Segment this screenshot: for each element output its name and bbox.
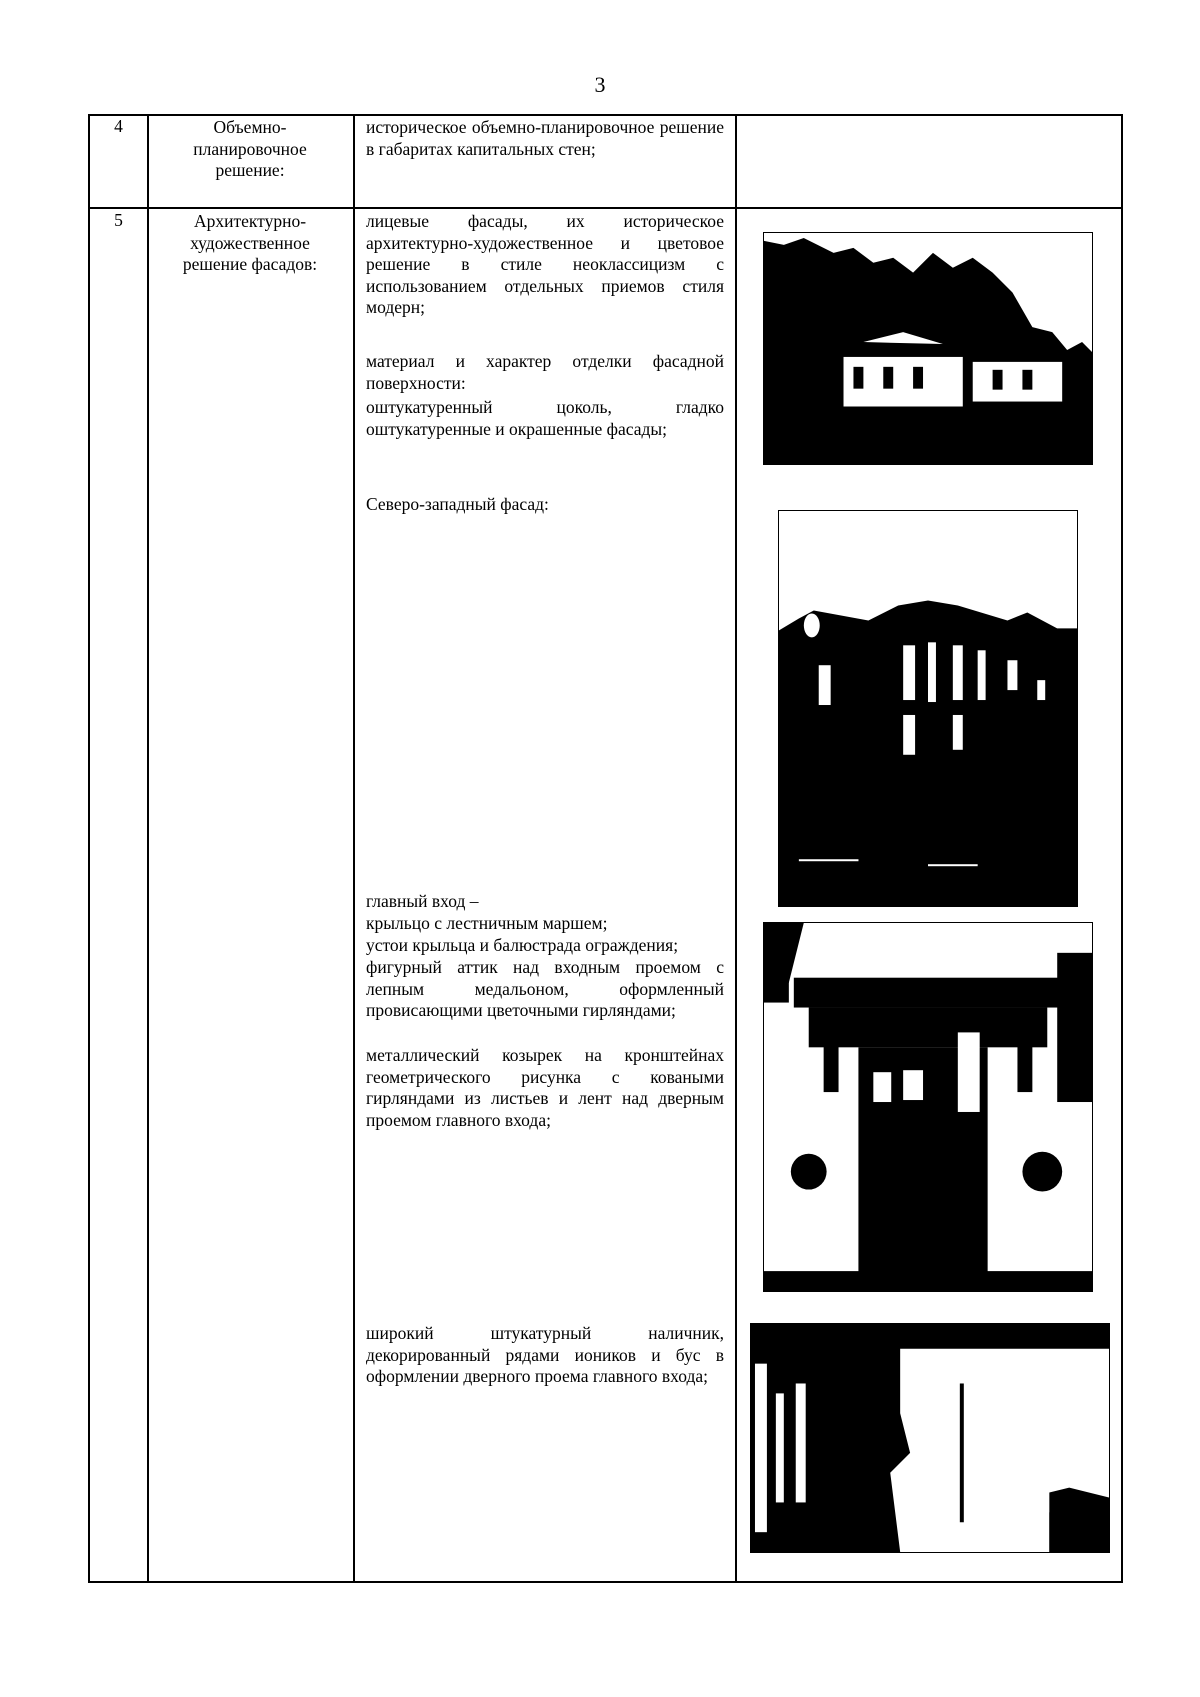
element-description: историческое объемно-планировочное решение в габаритах капитальных стен; [366, 117, 724, 159]
element-name: Объемно-планировочное решение: [193, 117, 307, 181]
table-right-border [1121, 114, 1123, 1583]
row-divider [88, 207, 1123, 209]
table-bottom-border [88, 1581, 1123, 1583]
photo-facade [778, 510, 1078, 907]
description-paragraph: устои крыльца и балюстрада ограждения; [366, 935, 679, 955]
description-paragraph: материал и характер отделки фасадной поверхности: [366, 351, 724, 393]
col-divider [735, 114, 737, 1583]
table-top-border [88, 114, 1123, 116]
photo-entrance [763, 922, 1093, 1292]
table-left-border [88, 114, 90, 1583]
row-number: 4 [114, 116, 123, 136]
description-paragraph: металлический козырек на кронштейнах геометрического рисунка с коваными гирляндами из листьев и лент над дверным проемом главного входа; [366, 1045, 724, 1130]
description-paragraph: фигурный аттик над входным проемом с лепным медальоном, оформленный провисающими цветочными гирляндами; [366, 957, 724, 1021]
description-paragraph: главный вход – [366, 891, 479, 911]
description-paragraph: крыльцо с лестничным маршем; [366, 913, 608, 933]
col-divider [353, 114, 355, 1583]
photo-trees-building [763, 232, 1093, 465]
photo-door-casing [750, 1323, 1110, 1553]
col-divider [147, 114, 149, 1583]
description-paragraph: оштукатуренный цоколь, гладко оштукатуренные и окрашенные фасады; [366, 397, 724, 439]
row-number: 5 [114, 210, 123, 230]
facade-caption: Северо-западный фасад: [366, 494, 549, 514]
element-name: Архитектурно-художественное решение фасадов: [182, 211, 318, 275]
description-paragraph: лицевые фасады, их историческое архитектурно-художественное и цветовое решение в стиле неоклассицизм с использованием отдельных приемов стиля модерн; [366, 211, 724, 318]
page-number: 3 [594, 72, 606, 97]
description-paragraph: широкий штукатурный наличник, декорированный рядами иоников и бус в оформлении дверного проема главного входа; [366, 1323, 724, 1387]
